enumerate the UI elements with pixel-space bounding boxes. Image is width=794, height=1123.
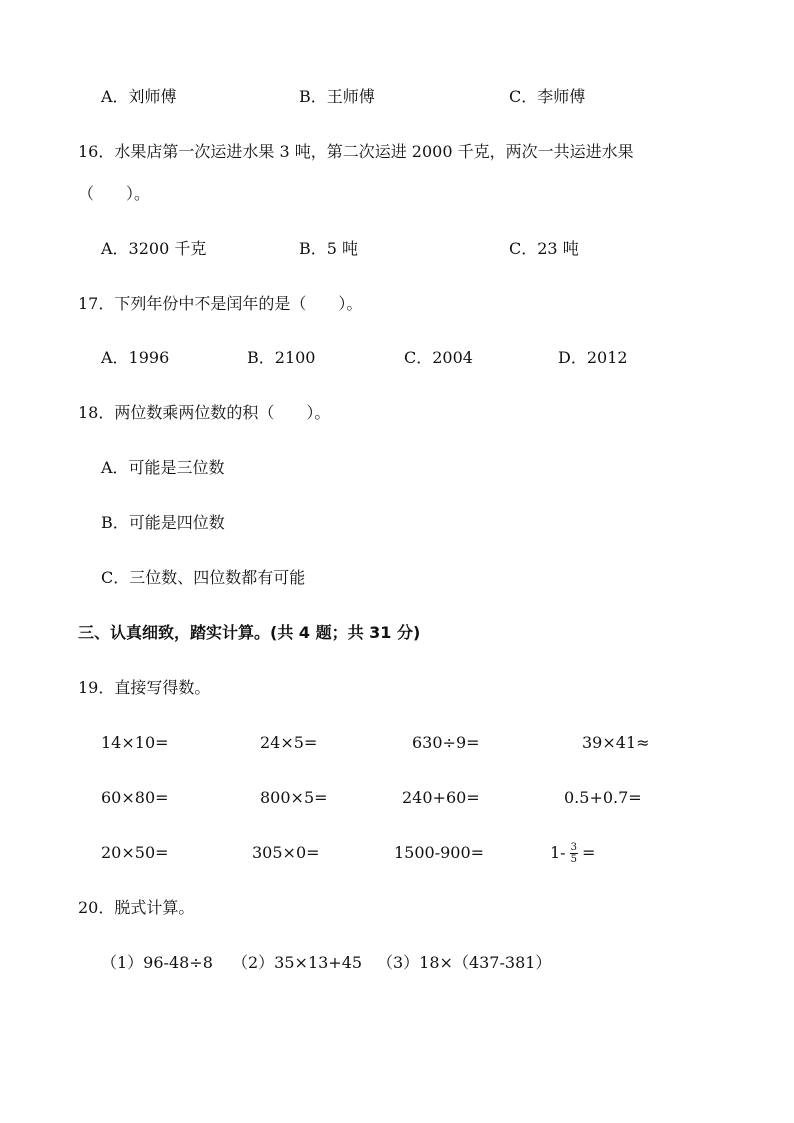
fraction-numerator: 3 bbox=[570, 842, 577, 853]
fraction-suffix: = bbox=[581, 843, 596, 862]
q17-option-d: D．2012 bbox=[558, 348, 628, 367]
q15-option-a: A．刘师傅 bbox=[101, 87, 177, 106]
q15-option-b: B．王师傅 bbox=[299, 87, 375, 106]
q18-option-c: C．三位数、四位数都有可能 bbox=[101, 568, 306, 587]
q19-expr-r3c2: 305×0= bbox=[252, 843, 320, 862]
q16-option-b: B．5 吨 bbox=[299, 239, 359, 258]
q19-expr-r3c3: 1500-900= bbox=[394, 843, 485, 862]
q19-expr-r1c4: 39×41≈ bbox=[582, 733, 650, 752]
q16-option-a: A．3200 千克 bbox=[101, 239, 207, 258]
q20-stem: 20．脱式计算。 bbox=[78, 898, 195, 917]
q19-fraction-expression bbox=[550, 838, 595, 868]
fraction bbox=[570, 842, 578, 865]
q16-stem: 16．水果店第一次运进水果 3 吨，第二次运进 2000 千克，两次一共运进水果 bbox=[78, 142, 634, 161]
q18-option-b: B．可能是四位数 bbox=[101, 513, 225, 532]
q16-option-c: C．23 吨 bbox=[509, 239, 579, 258]
q17-option-c: C．2004 bbox=[404, 348, 473, 367]
q17-option-b: B．2100 bbox=[247, 348, 316, 367]
q19-expr-r1c3: 630÷9= bbox=[412, 733, 480, 752]
q19-expr-r2c3: 240+60= bbox=[402, 788, 480, 807]
q19-expr-r2c2: 800×5= bbox=[260, 788, 328, 807]
q20-item-2: （2）35×13+45 bbox=[232, 953, 363, 972]
q20-item-3: （3）18×（437-381） bbox=[377, 953, 552, 972]
fraction-denominator: 5 bbox=[570, 854, 577, 865]
q19-stem: 19．直接写得数。 bbox=[78, 678, 211, 697]
fraction-prefix: 1- bbox=[550, 843, 566, 862]
q19-expr-r2c1: 60×80= bbox=[101, 788, 169, 807]
section-3-heading: 三、认真细致，踏实计算。(共 4 题；共 31 分) bbox=[78, 623, 421, 642]
q18-option-a: A．可能是三位数 bbox=[101, 458, 225, 477]
q18-stem: 18．两位数乘两位数的积（ ）。 bbox=[78, 403, 331, 422]
q19-expr-r1c2: 24×5= bbox=[260, 733, 318, 752]
q19-expr-r1c1: 14×10= bbox=[101, 733, 169, 752]
q19-expr-r2c4: 0.5+0.7= bbox=[564, 788, 642, 807]
q17-option-a: A．1996 bbox=[101, 348, 170, 367]
q16-stem-continued: （ ）。 bbox=[78, 184, 151, 203]
q17-stem: 17．下列年份中不是闰年的是（ ）。 bbox=[78, 294, 363, 313]
q20-item-1: （1）96-48÷8 bbox=[101, 953, 213, 972]
q15-option-c: C．李师傅 bbox=[509, 87, 586, 106]
q19-expr-r3c1: 20×50= bbox=[101, 843, 169, 862]
